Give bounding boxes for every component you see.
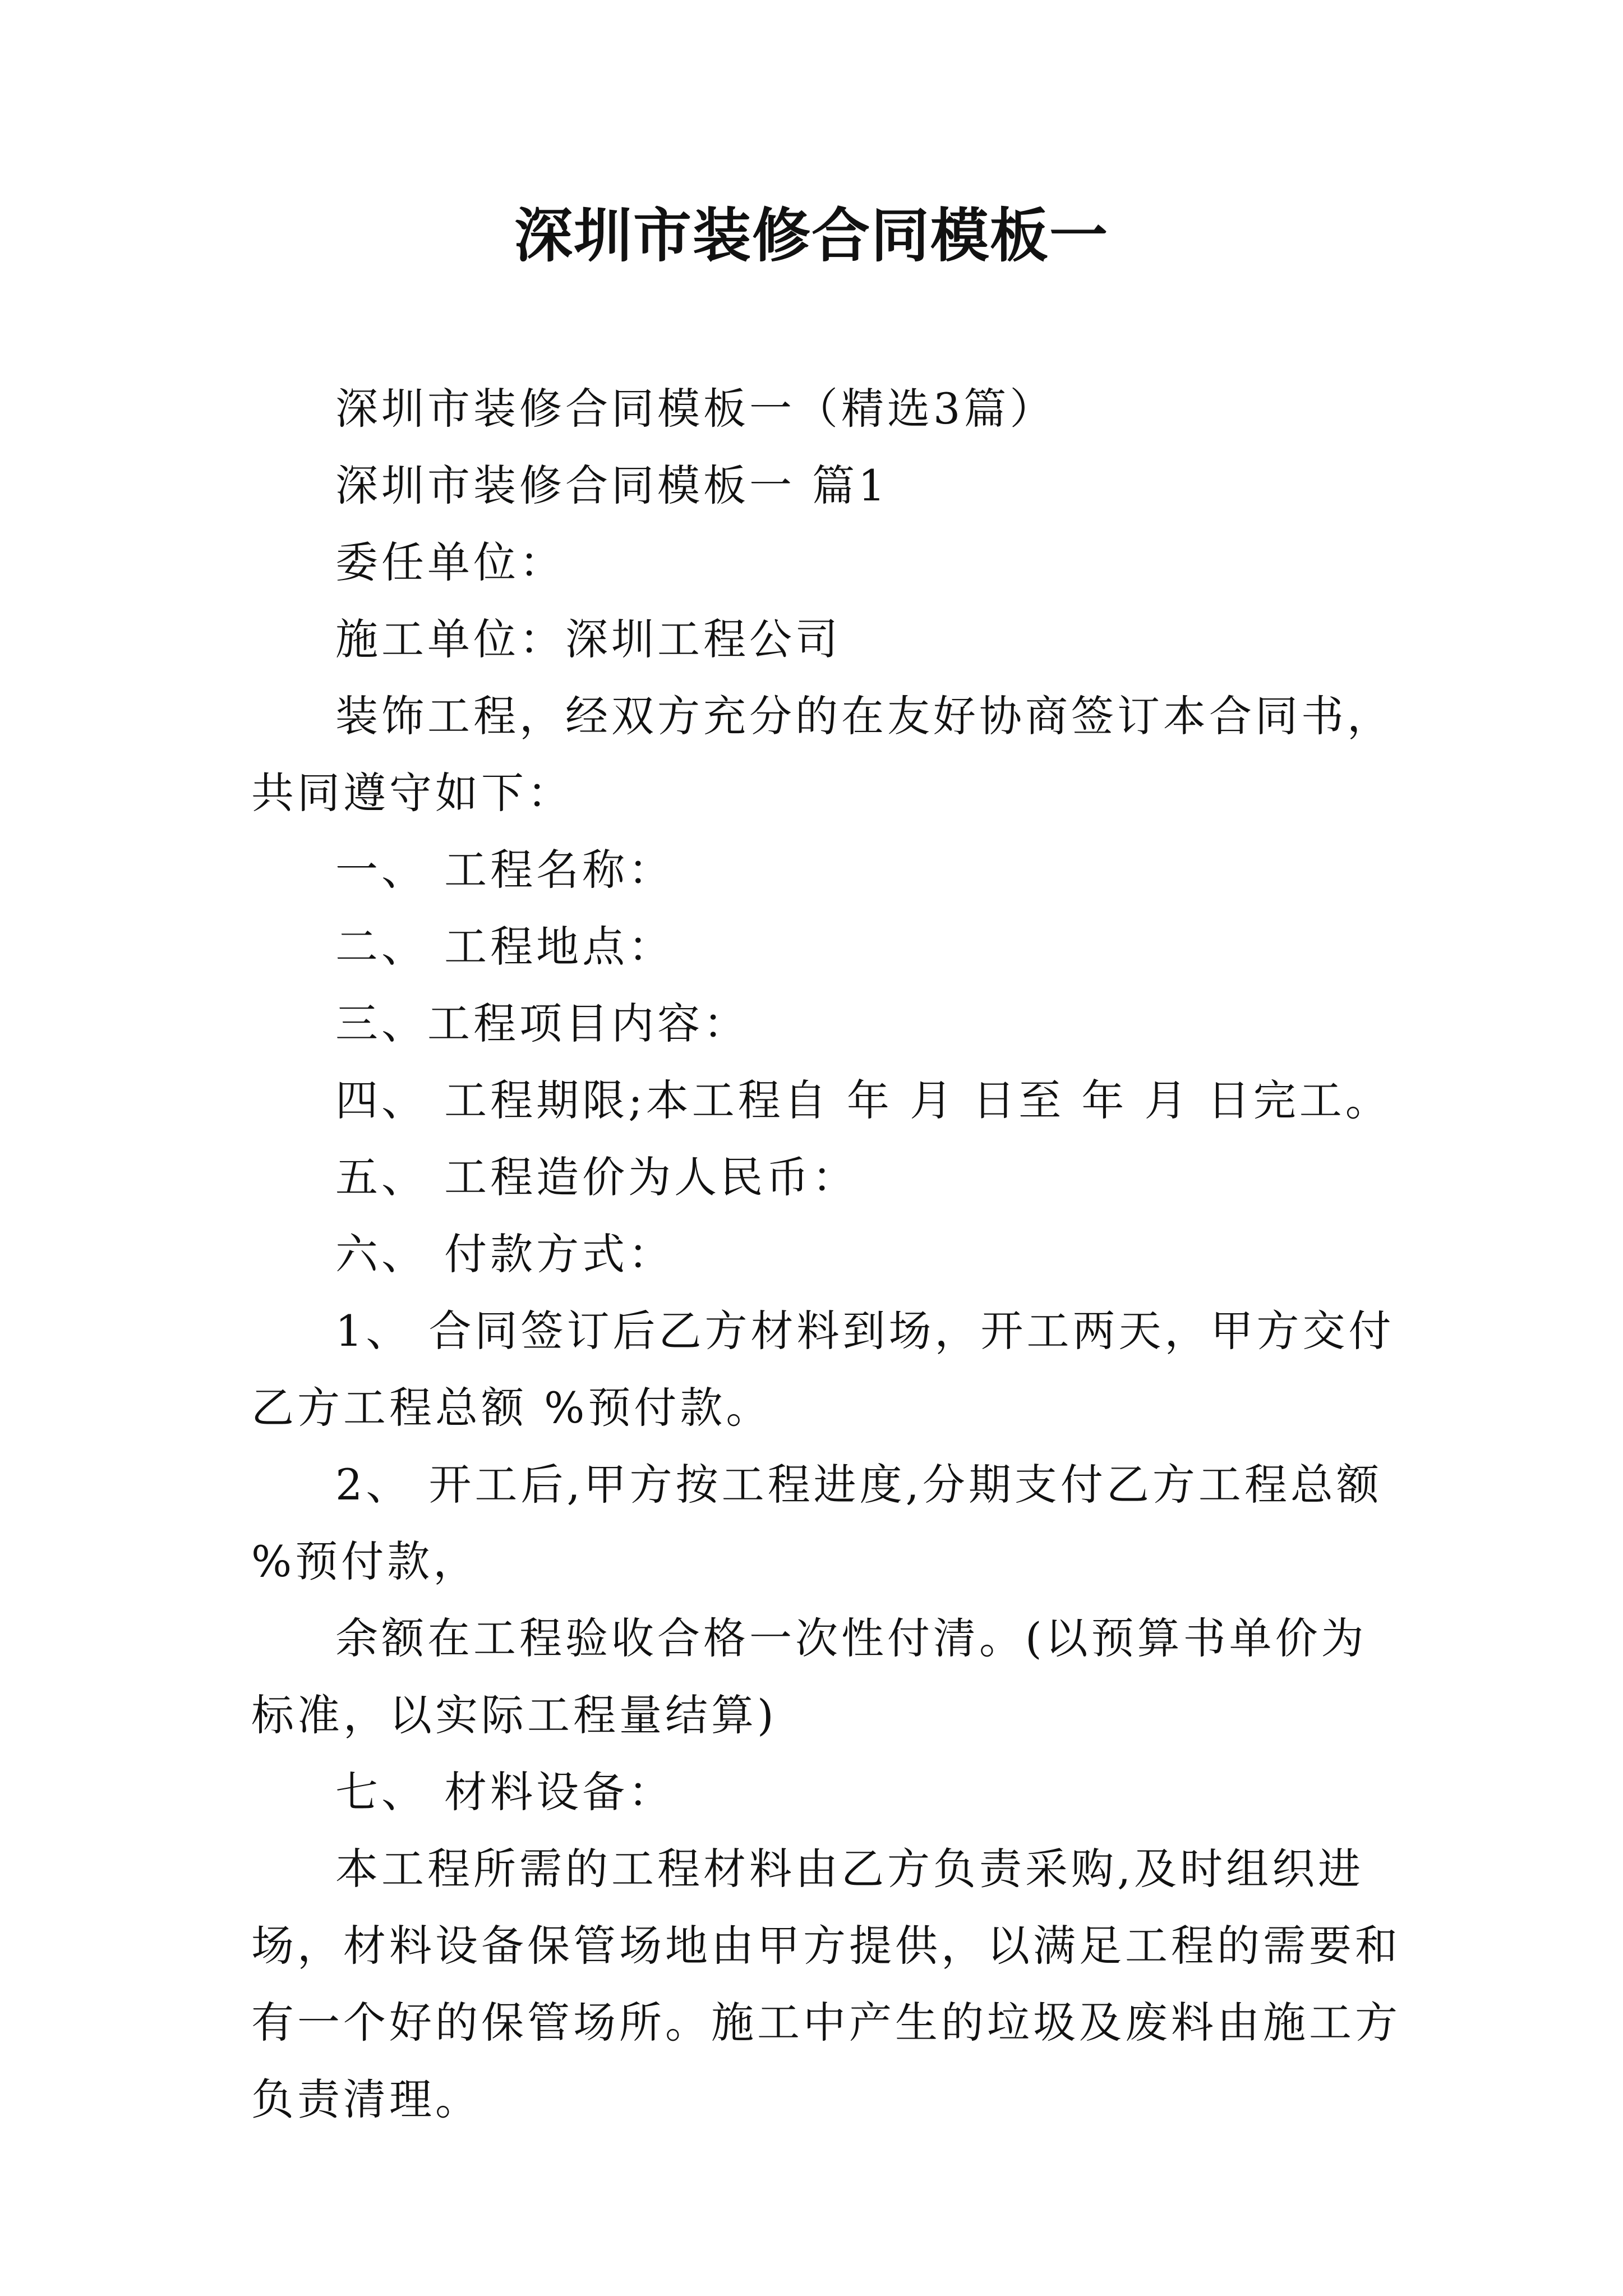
paragraph-item-6: 六、 付款方式： — [335, 1229, 675, 1279]
paragraph-payment-2: 2、 开工后,甲方按工程进度,分期支付乙方工程总额 %预付款， — [251, 1460, 1399, 1586]
paragraph-item-3: 三、工程项目内容： — [335, 999, 749, 1048]
paragraph-section-heading: 深圳市装修合同模板一 篇1 — [335, 461, 889, 510]
paragraph-payment-balance: 余额在工程验收合格一次性付清。(以预算书单价为标准，以实际工程量结算) — [251, 1613, 1367, 1740]
paragraph-item-4: 四、 工程期限;本工程自 年 月 日至 年 月 日完工。 — [335, 1075, 1391, 1125]
paragraph-subtitle: 深圳市装修合同模板一（精选3篇） — [335, 384, 1056, 434]
document-title: 深圳市装修合同模板一 — [514, 201, 1109, 270]
paragraph-item-5: 五、 工程造价为人民币： — [335, 1152, 859, 1202]
paragraph-intro: 装饰工程，经双方充分的在友好协商签订本合同书，共同遵守如下： — [251, 691, 1393, 818]
paragraph-item-7: 七、 材料设备： — [335, 1767, 675, 1817]
paragraph-item-1: 一、 工程名称： — [335, 845, 675, 895]
paragraph-item-2: 二、 工程地点： — [335, 922, 675, 972]
paragraph-materials: 本工程所需的工程材料由乙方负责采购,及时组织进场，材料设备保管场地由甲方提供，以满足工程的需要和有一个好的保管场所。施工中产生的垃圾及废料由施工方负责清理。 — [251, 1844, 1401, 2124]
paragraph-payment-1: 1、 合同签订后乙方材料到场，开工两天，甲方交付乙方工程总额 %预付款。 — [251, 1306, 1395, 1433]
paragraph-contractor: 施工单位：深圳工程公司 — [335, 614, 841, 664]
document-body — [251, 370, 1401, 2138]
paragraph-client: 委任单位： — [335, 537, 565, 587]
